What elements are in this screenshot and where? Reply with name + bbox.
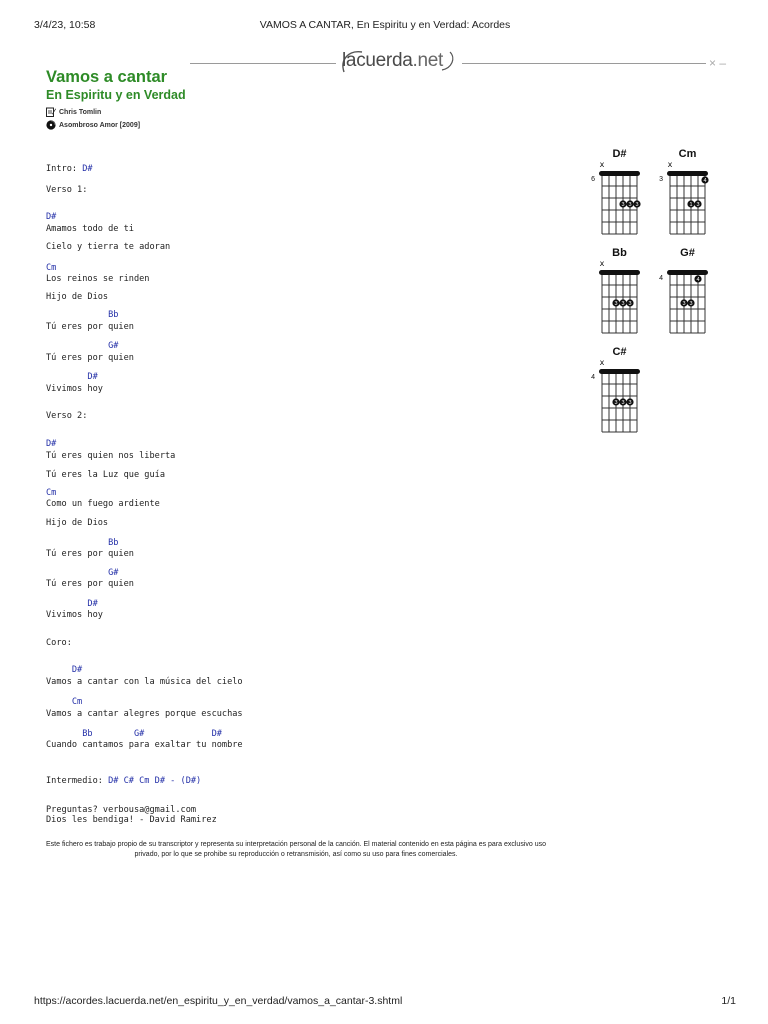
muted-string-icon: x [599,160,605,169]
logo-main: lacuerda [342,50,413,71]
lyric-text: Verso 2: [46,411,88,421]
lyric-text: Tú eres por quien [46,353,134,363]
lyric-line [46,776,201,787]
lyric-line [46,292,108,303]
print-page-title: VAMOS A CANTAR, En Espiritu y en Verdad: Acordes [259,19,511,31]
chord-name: Bb [612,247,627,259]
fret-number: 6 [591,176,595,183]
lyric-line [46,579,134,590]
lyric-text: Preguntas? verbousa@gmail.com [46,805,197,815]
barre-bar [667,270,708,275]
chord-line: D# [46,439,57,449]
chord-line: D# [46,599,98,609]
inline-chord[interactable]: D# C# Cm D# - (D#) [108,776,202,786]
finger-number: 3 [628,202,632,209]
lyric-line [46,274,149,285]
lyric-line [46,610,103,621]
lyric-text: Tú eres por quien [46,579,134,589]
fret-number: 4 [659,275,663,282]
lyric-text: Intermedio: [46,776,109,786]
lyric-text: Dios les bendiga! - David Ramirez [46,815,217,825]
disclaimer: Este fichero es trabajo propio de su transcriptor y representa su interpretación personal de la canción. El material contenido en esta página es para exclusivo uso privado, por lo que se prohibe su reproducción o retransmisión, así como su uso para fines comerciales. [46,841,547,858]
chord-line: G# [46,341,119,351]
lyric-text: Vivimos hoy [46,610,103,620]
chord-line: D# [46,372,98,382]
lyric-text: Como un fuego ardiente [46,499,160,509]
lyric-line [46,242,170,253]
lacuerda-logo[interactable] [342,48,458,76]
chord-name: C# [612,346,627,358]
close-icon[interactable]: × – [709,56,727,70]
header-rule-right [462,63,706,64]
fret-number: 4 [591,374,595,381]
chord-diagram[interactable] [591,147,658,243]
lyric-line [46,518,108,529]
lyric-line [46,638,72,649]
lyric-line [46,353,134,364]
author-name: Chris Tomlin [59,109,102,116]
lyric-line [46,709,243,720]
chord-diagram-graphic [591,345,658,441]
finger-number: 3 [696,202,700,209]
pencil-icon [46,107,56,117]
lyric-text: Hijo de Dios [46,518,109,528]
lyric-line [46,815,217,826]
lyric-text: Los reinos se rinden [46,274,150,284]
album-name: Asombroso Amor [2009] [59,122,141,129]
lyric-line [46,164,93,175]
print-page-number: 1/1 [721,995,736,1007]
lyric-line [46,451,175,462]
chord-name: D# [612,148,627,160]
barre-bar [599,369,640,374]
chord-diagram[interactable] [659,246,726,342]
lyric-line [46,549,134,560]
lyric-text: Verso 1: [46,185,88,195]
chord-line: Cm [46,263,57,273]
finger-number: 3 [621,400,625,407]
chord-diagram-graphic [598,246,658,342]
barre-bar [599,171,640,176]
barre-bar [599,270,640,275]
chord-name: G# [680,247,695,259]
finger-number: 3 [621,202,625,209]
chord-line: Bb [46,538,119,548]
finger-number: 3 [614,400,618,407]
lyric-text: Cuando cantamos para exaltar tu nombre [46,740,243,750]
chord-line: Cm [46,488,57,498]
lyric-text: Vamos a cantar con la música del cielo [46,677,243,687]
lyric-line [46,384,103,395]
print-date: 3/4/23, 10:58 [34,19,96,31]
finger-number: 3 [682,301,686,308]
finger-number: 3 [689,301,693,308]
finger-number: 3 [635,202,639,209]
chord-line: D# [46,212,57,222]
lyric-line [46,677,243,688]
chord-name: Cm [678,148,697,160]
lyric-line [46,224,134,235]
lyric-line [46,185,87,196]
lyric-text: Cielo y tierra te adoran [46,242,171,252]
barre-bar [667,171,708,176]
logo-dot-net: .net [412,50,443,71]
finger-number: 3 [628,301,632,308]
lyric-text: Tú eres por quien [46,549,134,559]
muted-string-icon: x [599,358,605,367]
finger-number: 3 [614,301,618,308]
lyric-text: Tú eres quien nos liberta [46,451,176,461]
muted-string-icon: x [667,160,673,169]
finger-number: 3 [621,301,625,308]
lyric-line [46,411,87,422]
chord-diagram[interactable] [591,345,658,441]
chord-line: G# [46,568,119,578]
song-album[interactable] [46,120,140,132]
disc-icon [46,120,56,130]
lyric-text: Tú eres la Luz que guía [46,470,165,480]
lyric-text: Coro: [46,638,72,648]
lyric-line [46,499,160,510]
chord-line: D# [46,665,83,675]
lyric-line [46,740,243,751]
muted-string-icon: x [599,259,605,268]
song-subtitle[interactable]: En Espiritu y en Verdad [46,88,186,102]
chord-diagram[interactable] [598,246,658,342]
chord-diagram[interactable] [659,147,726,243]
header-rule-left [190,63,336,64]
print-url: https://acordes.lacuerda.net/en_espiritu_y_en_verdad/vamos_a_cantar-3.shtml [34,995,403,1007]
finger-number: 1 [689,202,693,209]
finger-number: 4 [696,277,700,284]
song-author[interactable] [46,107,101,119]
chord-line: Bb [46,310,119,320]
chord-diagram-graphic [659,147,726,243]
chord-diagram-graphic [659,246,726,342]
lyric-text: Tú eres por quien [46,322,134,332]
lyric-line [46,322,134,333]
lyric-text: Amamos todo de ti [46,224,134,234]
lyric-text: Hijo de Dios [46,292,109,302]
lyric-text: Vamos a cantar alegres porque escuchas [46,709,243,719]
chord-diagram-graphic [591,147,658,243]
lyric-text: Intro: [46,164,83,174]
finger-number: 3 [628,400,632,407]
lyric-text: Vivimos hoy [46,384,103,394]
finger-number: 4 [703,178,707,185]
chord-line: Cm [46,697,83,707]
inline-chord[interactable]: D# [82,164,93,174]
fret-number: 3 [659,176,663,183]
song-title: Vamos a cantar [46,68,168,86]
lyric-line [46,470,165,481]
chord-line: Bb G# D# [46,729,222,739]
